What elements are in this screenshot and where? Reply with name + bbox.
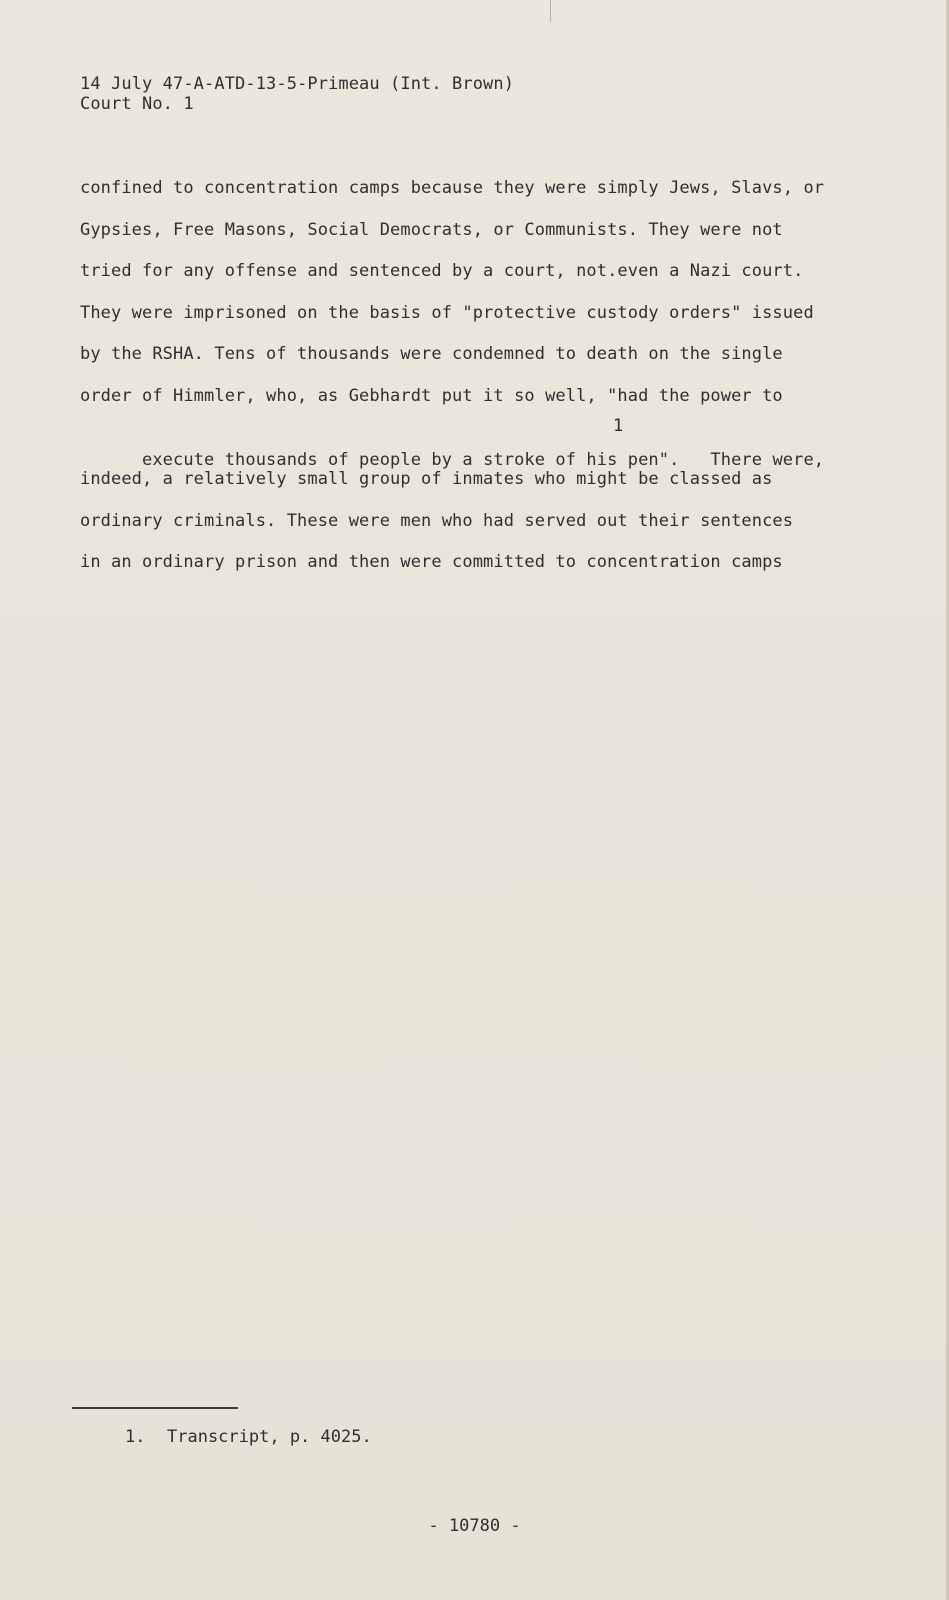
footnote-number: 1. [125,1427,146,1447]
footnote-divider [72,1407,238,1409]
body-line: by the RSHA. Tens of thousands were condemned to death on the single [80,344,783,365]
footnote [125,1427,372,1447]
body-line: tried for any offense and sentenced by a court, not.even a Nazi court. [80,261,804,282]
footnote-reference: 1 [613,415,624,436]
header-court-line: Court No. 1 [80,94,194,114]
body-line-with-footnote [80,415,860,470]
body-line: indeed, a relatively small group of inmates who might be classed as [80,469,773,490]
body-text [80,177,860,593]
body-line-text: execute thousands of people by a stroke of his pen". There were, [142,449,825,470]
body-line: They were imprisoned on the basis of "protective custody orders" issued [80,302,814,323]
header-case-line: 14 July 47-A-ATD-13-5-Primeau (Int. Brown) [80,74,515,94]
page-number: - 10780 - [428,1516,521,1536]
body-line: Gypsies, Free Masons, Social Democrats, or Communists. They were not [80,219,783,240]
fold-mark [550,0,551,22]
body-line: in an ordinary prison and then were committed to concentration camps [80,552,783,573]
body-line: ordinary criminals. These were men who had served out their sentences [80,510,794,531]
body-line: order of Himmler, who, as Gebhardt put it so well, "had the power to [80,385,783,406]
body-line: confined to concentration camps because they were simply Jews, Slavs, or [80,178,825,198]
footnote-text: Transcript, p. 4025. [167,1427,372,1447]
document-header [80,74,514,114]
